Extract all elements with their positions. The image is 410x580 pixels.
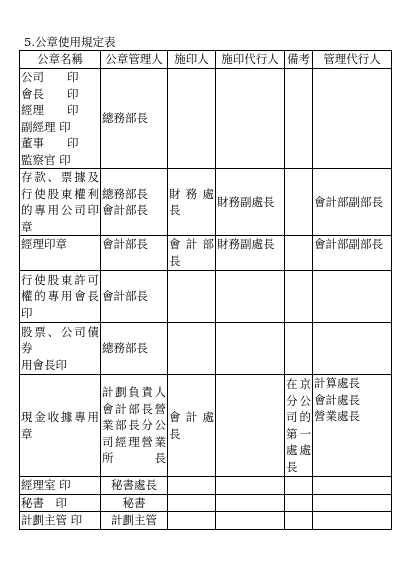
- seal-user-cell: [168, 512, 216, 530]
- seal-name-line: 會長 印: [21, 86, 79, 101]
- header-seal-user: 施印人: [168, 51, 216, 69]
- seal-name-line: 券: [21, 341, 33, 356]
- manager-deputy-line: 計算處長: [314, 376, 360, 390]
- seal-name-cell: 行使股東許可權的專用會長印: [20, 271, 101, 323]
- manager-deputy-cell: 會計部副部長: [313, 236, 392, 271]
- seal-user-deputy-cell: [216, 494, 285, 512]
- seal-name-line: 董事 印: [21, 136, 79, 150]
- seal-name-cell: 計劃主管 印: [20, 512, 101, 530]
- page-title: 5.公章使用規定表: [24, 35, 116, 49]
- seal-user-cell: 會計部長: [168, 236, 216, 271]
- manager-deputy-cell: [313, 477, 392, 495]
- note-cell: [285, 236, 313, 271]
- seal-manager-cell: [101, 169, 168, 236]
- seal-name-cell: [20, 323, 101, 375]
- seal-name-cell: 存款、票據及行使股東權利的專用公司印章: [21, 170, 99, 234]
- table-row: [20, 512, 392, 530]
- seal-manager-cell: 秘書: [101, 494, 168, 512]
- seal-user-deputy-cell: [216, 271, 285, 323]
- seal-manager-cell: 會計部長: [101, 271, 168, 323]
- seal-user-cell: 會計處長: [168, 375, 216, 477]
- seal-user-cell: [168, 323, 216, 375]
- seal-name-line: 股票、公司債: [21, 324, 99, 339]
- note-cell: [285, 512, 313, 530]
- seal-manager-line: 會計部長: [102, 203, 148, 217]
- seal-manager-cell: 計劃主管: [101, 512, 168, 530]
- seal-user-deputy-cell: [216, 69, 285, 169]
- seal-name-cell: 秘書 印: [20, 494, 101, 512]
- note-cell: [285, 323, 313, 375]
- seal-manager-cell: 秘書處長: [101, 477, 168, 495]
- seal-manager-cell: 總務部長: [101, 69, 168, 169]
- header-manager-deputy: 管理代行人: [313, 51, 392, 69]
- seal-name-cell: 經理印章: [20, 236, 101, 271]
- table-row: [20, 477, 392, 495]
- seal-user-deputy-cell: 財務副處長: [216, 169, 285, 236]
- manager-deputy-cell: [313, 494, 392, 512]
- seal-manager-cell: 會計部長: [101, 236, 168, 271]
- seal-name-cell: [20, 69, 101, 169]
- manager-deputy-cell: [313, 323, 392, 375]
- seal-user-cell: [168, 477, 216, 495]
- manager-deputy-cell: [313, 271, 392, 323]
- table-row: [20, 69, 392, 169]
- header-seal-manager: 公章管理人: [101, 51, 168, 69]
- table-row: [20, 169, 392, 236]
- manager-deputy-line: 會計處長: [314, 392, 360, 407]
- manager-deputy-cell: [313, 69, 392, 169]
- manager-deputy-cell: 會計部副部長: [313, 169, 392, 236]
- seal-name-line: 監察官 印: [21, 152, 71, 167]
- seal-user-cell: 財務處長: [168, 169, 216, 236]
- note-cell: [285, 477, 313, 495]
- seal-name-line: 公司 印: [21, 70, 79, 84]
- note-cell: 在京分公司的第一處處長: [285, 375, 313, 477]
- manager-deputy-cell: [313, 375, 392, 477]
- manager-deputy-line: 營業處長: [314, 409, 360, 423]
- seal-manager-cell: 計劃負責人會計部長營業部長分公司經理營業所長: [101, 375, 168, 477]
- note-cell: [285, 271, 313, 323]
- table-row: [20, 494, 392, 512]
- seal-manager-line: 總務部長: [102, 186, 148, 201]
- seal-usage-table: [19, 50, 392, 530]
- header-seal-user-deputy: 施印代行人: [216, 51, 285, 69]
- header-seal-name: 公章名稱: [20, 51, 101, 69]
- seal-user-cell: [168, 271, 216, 323]
- seal-user-cell: [168, 69, 216, 169]
- seal-user-deputy-cell: [216, 477, 285, 495]
- seal-name-line: 經理 印: [21, 103, 79, 117]
- seal-name-line: 用會長印: [21, 357, 67, 372]
- table-row: [20, 323, 392, 375]
- seal-name-cell: 現金收據專用章: [20, 375, 101, 477]
- seal-user-cell: [168, 494, 216, 512]
- seal-user-deputy-cell: [216, 375, 285, 477]
- manager-deputy-cell: [313, 512, 392, 530]
- seal-user-deputy-cell: 財務副處長: [216, 236, 285, 271]
- table-header-row: [20, 51, 392, 69]
- header-note: 備考: [285, 51, 313, 69]
- seal-user-deputy-cell: [216, 512, 285, 530]
- table-row: [20, 271, 392, 323]
- seal-manager-cell: 總務部長: [101, 323, 168, 375]
- note-cell: [285, 69, 313, 169]
- seal-name-cell: 經理室 印: [20, 477, 101, 495]
- note-cell: [285, 169, 313, 236]
- table-row: [20, 375, 392, 477]
- seal-name-line: 副經理 印: [21, 119, 71, 134]
- seal-user-deputy-cell: [216, 323, 285, 375]
- table-row: [20, 236, 392, 271]
- note-cell: [285, 494, 313, 512]
